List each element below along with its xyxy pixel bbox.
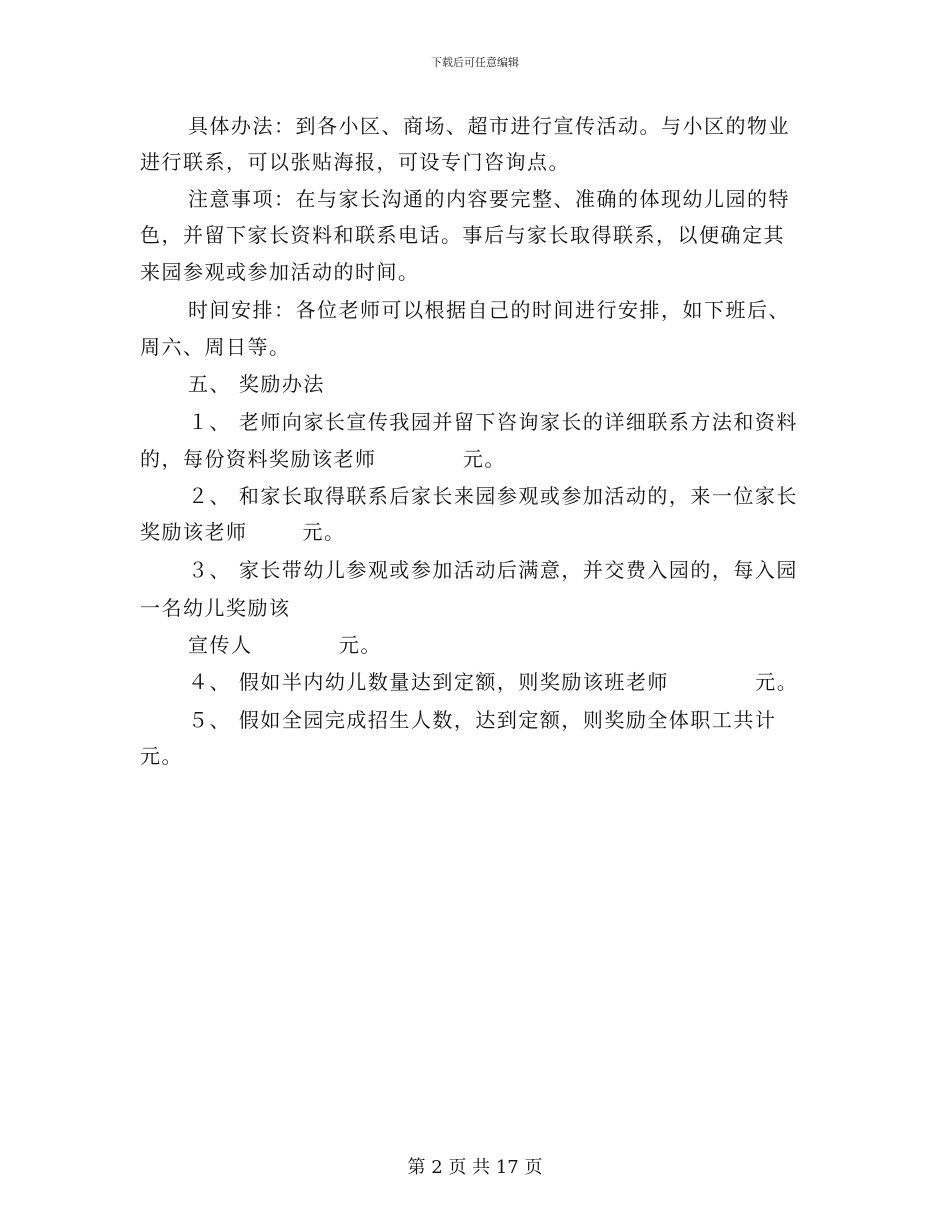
list-item-line: ３、 家长带幼儿参观或参加活动后满意，并交费入园的，每入园 bbox=[188, 558, 798, 582]
paragraph-line: 色，并留下家长资料和联系电话。事后与家长取得联系，以便确定其 bbox=[140, 223, 785, 247]
list-item-line: 一名幼儿奖励该 bbox=[140, 596, 291, 620]
list-item-line: 元。 bbox=[140, 744, 183, 768]
paragraph-line: 进行联系，可以张贴海报，可设专门咨询点。 bbox=[140, 150, 570, 174]
list-item-line: ５、 假如全园完成招生人数，达到定额，则奖励全体职工共计 bbox=[188, 708, 777, 732]
section-heading: 五、 奖励办法 bbox=[188, 372, 325, 396]
paragraph-line: 具体办法：到各小区、商场、超市进行宣传活动。与小区的物业 bbox=[188, 114, 790, 138]
page-number: 第 2 页 共 17 页 bbox=[407, 1157, 543, 1178]
page-header-note: 下载后可任意编辑 bbox=[431, 56, 519, 69]
paragraph-line: 来园参观或参加活动的时间。 bbox=[140, 260, 420, 284]
list-item-line: 奖励该老师 元。 bbox=[140, 520, 346, 544]
list-item-line: １、 老师向家长宣传我园并留下咨询家长的详细联系方法和资料 bbox=[188, 410, 798, 434]
list-item-line: 的，每份资料奖励该老师 元。 bbox=[140, 447, 506, 471]
list-item-line: ４、 假如半内幼儿数量达到定额，则奖励该班老师 元。 bbox=[188, 670, 799, 694]
list-item-line: 宣传人 元。 bbox=[188, 633, 382, 657]
paragraph-line: 周六、周日等。 bbox=[140, 335, 291, 359]
list-item-line: ２、 和家长取得联系后家长来园参观或参加活动的，来一位家长 bbox=[188, 484, 798, 508]
paragraph-line: 时间安排：各位老师可以根据自己的时间进行安排，如下班后、 bbox=[188, 298, 790, 322]
paragraph-line: 注意事项：在与家长沟通的内容要完整、准确的体现幼儿园的特 bbox=[188, 187, 790, 211]
